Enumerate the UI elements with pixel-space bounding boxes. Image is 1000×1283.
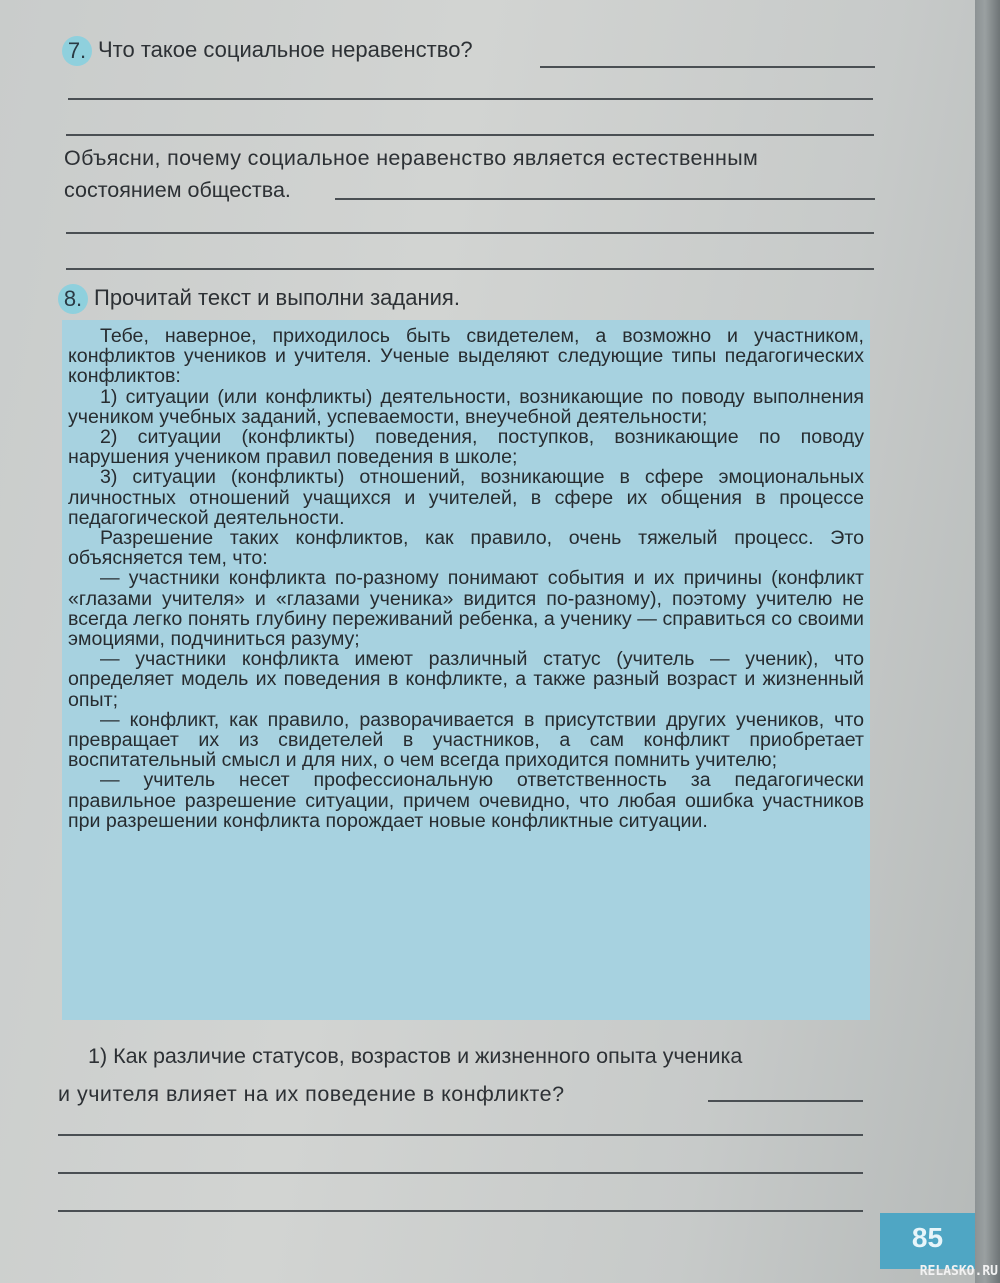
answer-line[interactable] [66, 232, 874, 234]
text-paragraph: 3) ситуации (конфликты) отношений, возникающие в сфере эмоциональных личностных отношений учащихся и учителей, в сфере их общения в процессе педагогической деятельности. [68, 466, 864, 529]
watermark: RELASKO.RU [919, 1264, 998, 1279]
answer-line[interactable] [58, 1172, 863, 1174]
question-7-text: Что такое социальное неравенство? [98, 36, 473, 62]
text-paragraph: — участники конфликта по-разному понимают события и их причины (конфликт «глазами учителя» и «глазами ученика» видится по-разному), поэтому учителю не всегда легко понять глубину переживаний ребенка, а ученику — справиться со своими эмоциями, подчиниться разуму; [68, 567, 864, 651]
text-paragraph: 2) ситуации (конфликты) поведения, поступков, возникающие по поводу нарушения учеником правил поведения в школе; [68, 426, 864, 469]
answer-line[interactable] [708, 1100, 863, 1102]
answer-line[interactable] [66, 134, 874, 136]
question-8-number: 8. [58, 284, 88, 314]
answer-line[interactable] [68, 98, 873, 100]
text-paragraph: — конфликт, как правило, разворачивается в присутствии других учеников, что превращает их из свидетелей в участников, а сам конфликт приобретает воспитательный смысл и для них, о чем всегда приходится помнить учителю; [68, 708, 864, 772]
answer-line[interactable] [66, 268, 874, 270]
answer-line[interactable] [540, 66, 875, 68]
book-edge [975, 0, 1000, 1283]
question-8 [58, 284, 460, 314]
question-7-number: 7. [62, 36, 92, 66]
text-paragraph: — учитель несет профессиональную ответственность за педагогически правильное разрешение ситуации, причем очевидно, что любая ошибка участников при разрешении конфликта порождает новые конфликтные ситуации. [68, 769, 864, 832]
answer-line[interactable] [58, 1134, 863, 1136]
text-paragraph: — участники конфликта имеют различный статус (учитель — ученик), что определяет модель их поведения в конфликте, а также разный возраст и жизненный опыт; [68, 648, 864, 711]
page-number: 85 [880, 1213, 975, 1269]
subquestion-1-line1: 1) Как различие статусов, возрастов и жизненного опыта ученика [88, 1044, 743, 1068]
question-8-title: Прочитай текст и выполни задания. [94, 284, 460, 310]
question-7 [62, 36, 473, 66]
answer-line[interactable] [335, 198, 875, 200]
question-7-prompt-line1: Объясни, почему социальное неравенство является естественным [64, 146, 759, 170]
text-paragraph: Разрешение таких конфликтов, как правило, очень тяжелый процесс. Это объясняется тем, что: [68, 527, 864, 570]
text-paragraph: Тебе, наверное, приходилось быть свидетелем, а возможно и участником, конфликтов учеников и учителя. Ученые выделяют следующие типы педагогических конфликтов: [68, 325, 864, 388]
question-7-prompt-line2: состоянием общества. [64, 178, 291, 202]
text-paragraph: 1) ситуации (или конфликты) деятельности, возникающие по поводу выполнения учеником учебных заданий, успеваемости, внеучебной деятельности; [68, 385, 864, 428]
reading-text-box [62, 320, 870, 1020]
answer-line[interactable] [58, 1210, 863, 1212]
subquestion-1-line2: и учителя влияет на их поведение в конфликте? [58, 1082, 565, 1106]
